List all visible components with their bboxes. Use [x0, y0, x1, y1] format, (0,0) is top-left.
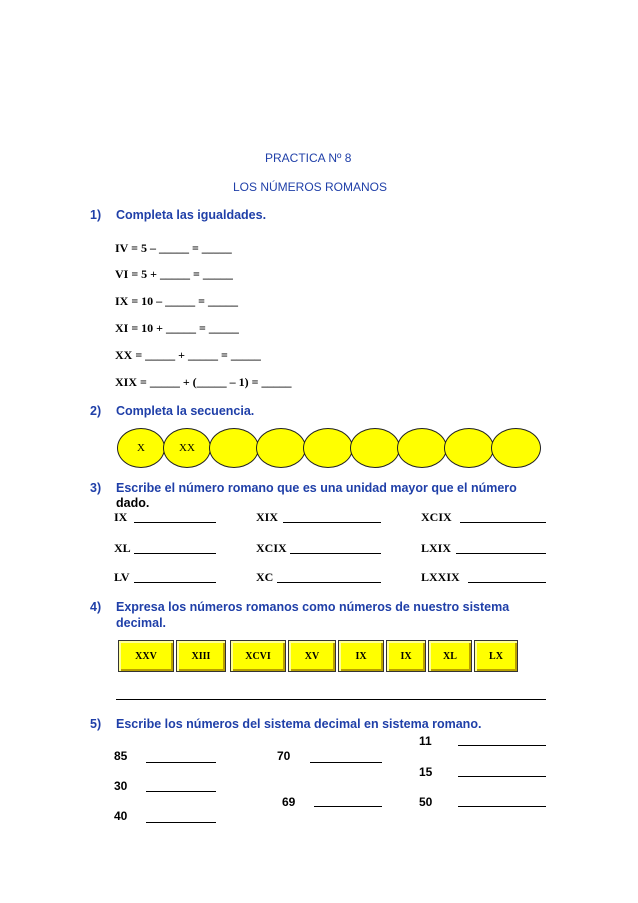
answer-line[interactable]	[310, 762, 382, 763]
q1-row: IV = 5 – _____ = _____	[115, 241, 232, 255]
q3-text-continued: dado.	[116, 496, 150, 510]
answer-line[interactable]	[290, 553, 381, 554]
q3-item: LV	[114, 570, 130, 584]
sequence-circle[interactable]	[209, 428, 259, 468]
q3-text: Escribe el número romano que es una unidad mayor que el número	[116, 481, 517, 495]
sequence-circle[interactable]	[303, 428, 353, 468]
sequence-circle[interactable]	[256, 428, 306, 468]
answer-line[interactable]	[460, 522, 546, 523]
q3-item: XCIX	[421, 510, 452, 524]
roman-box: LX	[474, 640, 518, 672]
answer-line[interactable]	[283, 522, 381, 523]
q3-item: XL	[114, 541, 131, 555]
roman-box: IX	[386, 640, 426, 672]
q4-answer-line[interactable]	[116, 699, 546, 700]
roman-box: IX	[338, 640, 384, 672]
q1-row: XI = 10 + _____ = _____	[115, 321, 239, 335]
q4-number: 4)	[90, 600, 102, 614]
topic-title: LOS NÚMEROS ROMANOS	[233, 180, 388, 194]
answer-line[interactable]	[458, 776, 546, 777]
practice-title: PRACTICA Nº 8	[265, 151, 352, 165]
q5-number-item: 85	[114, 749, 128, 763]
q5-number-item: 40	[114, 809, 128, 823]
answer-line[interactable]	[458, 806, 546, 807]
q3-number: 3)	[90, 481, 102, 495]
q5-number-item: 70	[277, 749, 291, 763]
q4-text: Expresa los números romanos como números de nuestro sistema	[116, 600, 510, 614]
answer-line[interactable]	[456, 553, 546, 554]
answer-line[interactable]	[468, 582, 546, 583]
q5-number-item: 50	[419, 795, 433, 809]
q1-row: XX = _____ + _____ = _____	[115, 348, 261, 362]
sequence-circle[interactable]	[444, 428, 494, 468]
q2-number: 2)	[90, 404, 102, 418]
q1-row: VI = 5 + _____ = _____	[115, 267, 233, 281]
q2-text: Completa la secuencia.	[116, 404, 255, 418]
roman-box: XXV	[118, 640, 174, 672]
q3-item: LXIX	[421, 541, 452, 555]
answer-line[interactable]	[134, 582, 216, 583]
q3-item: XCIX	[256, 541, 287, 555]
roman-box: XIII	[176, 640, 226, 672]
q1-number: 1)	[90, 208, 102, 222]
q4-text-continued: decimal.	[116, 616, 167, 630]
roman-box: XL	[428, 640, 472, 672]
answer-line[interactable]	[458, 745, 546, 746]
answer-line[interactable]	[146, 822, 216, 823]
q5-number-item: 30	[114, 779, 128, 793]
q5-number: 5)	[90, 717, 102, 731]
q5-number-item: 11	[419, 734, 432, 748]
sequence-circle[interactable]	[491, 428, 541, 468]
sequence-circle: XX	[163, 428, 211, 468]
answer-line[interactable]	[314, 806, 382, 807]
answer-line[interactable]	[146, 791, 216, 792]
roman-box: XV	[288, 640, 336, 672]
q3-item: LXXIX	[421, 570, 460, 584]
answer-line[interactable]	[277, 582, 381, 583]
sequence-circle[interactable]	[350, 428, 400, 468]
sequence-circle: X	[117, 428, 165, 468]
q5-number-item: 15	[419, 765, 433, 779]
q5-number-item: 69	[282, 795, 296, 809]
q3-item: IX	[114, 510, 128, 524]
q3-item: XIX	[256, 510, 279, 524]
q1-text: Completa las igualdades.	[116, 208, 267, 222]
answer-line[interactable]	[134, 522, 216, 523]
answer-line[interactable]	[134, 553, 216, 554]
roman-box: XCVI	[230, 640, 286, 672]
sequence-circle[interactable]	[397, 428, 447, 468]
q1-row: XIX = _____ + (_____ – 1) = _____	[115, 375, 292, 389]
q3-item: XC	[256, 570, 274, 584]
q5-text: Escribe los números del sistema decimal en sistema romano.	[116, 717, 482, 731]
answer-line[interactable]	[146, 762, 216, 763]
q1-row: IX = 10 – _____ = _____	[115, 294, 239, 308]
